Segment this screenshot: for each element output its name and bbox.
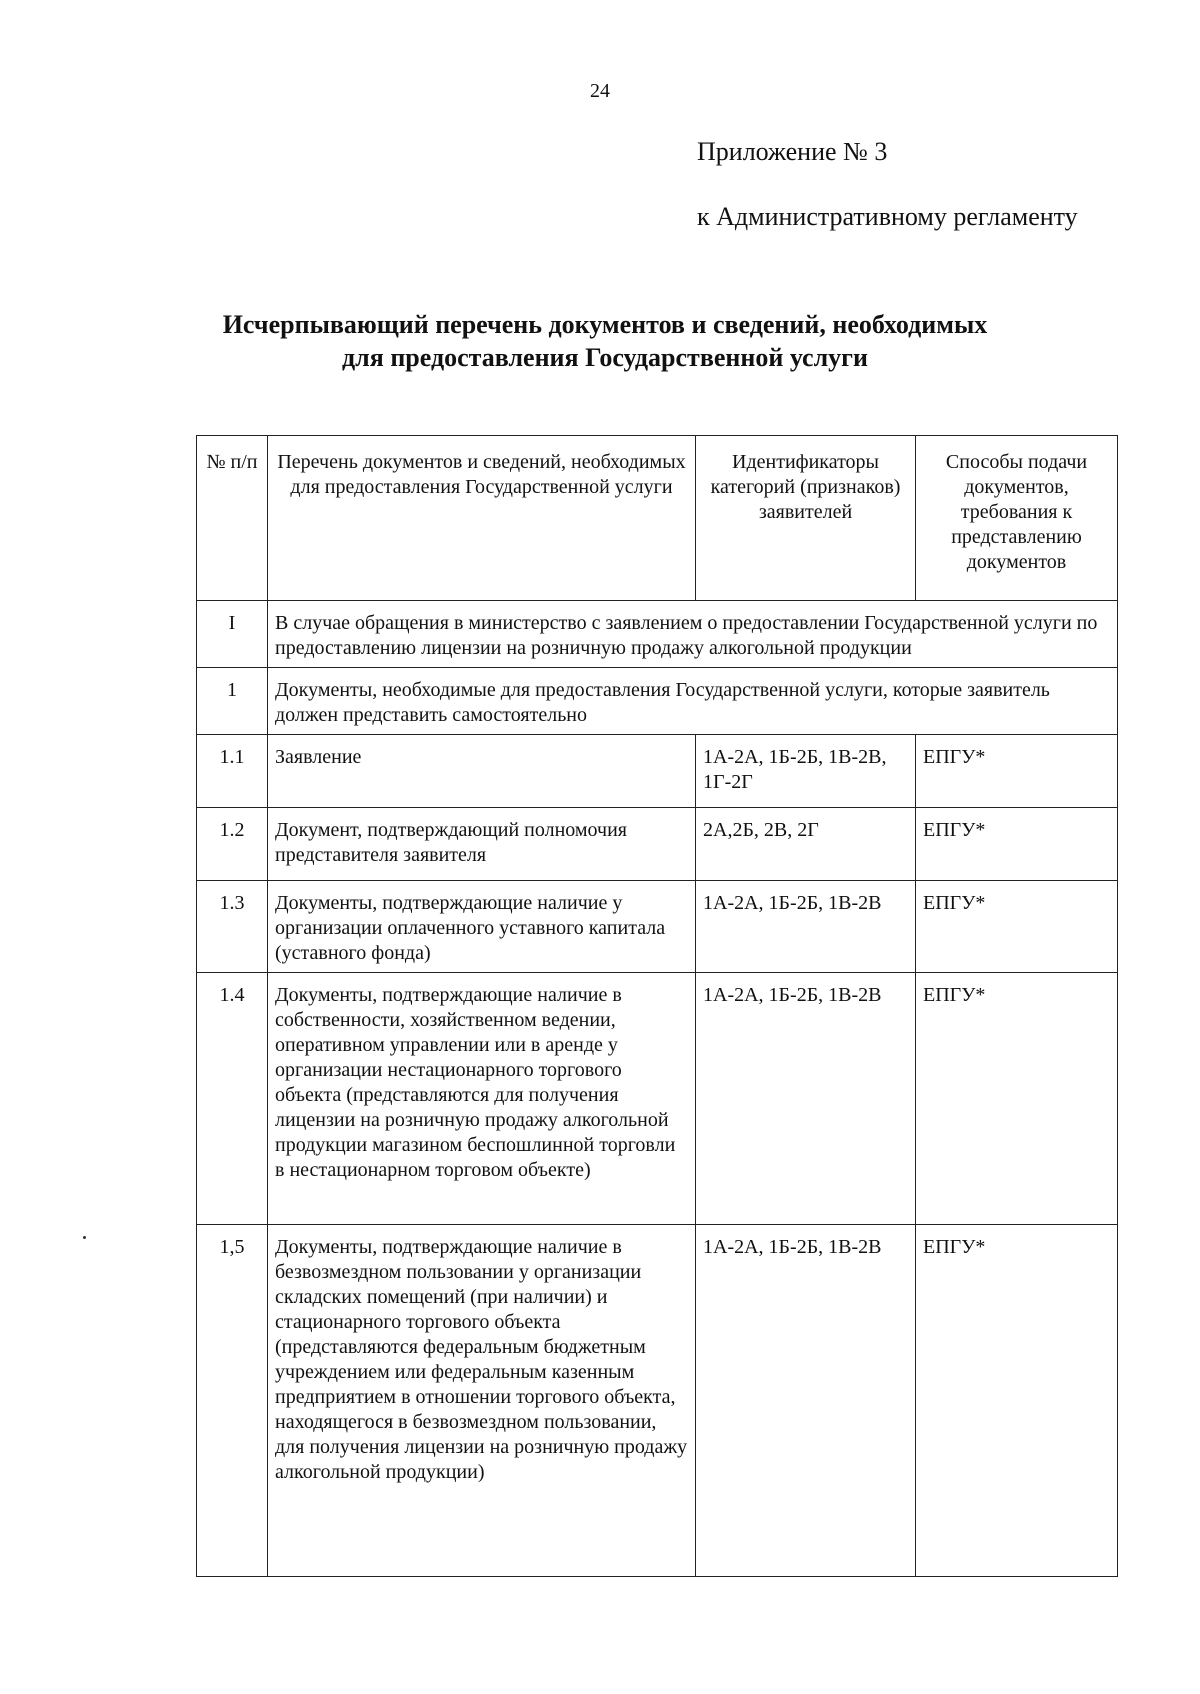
document-title <box>180 308 1030 374</box>
row-document: Документы, подтверждающие наличие в безвозмездном пользовании у организации складских помещений (при наличии) и стационарного торгового объекта (представляются федеральным бюджетным учреждением или федеральным казенным предприятием в отношении торгового объекта, находящегося в безвозмездном пользовании, для получения лицензии на розничную продажу алкогольной продукции) <box>268 1225 696 1577</box>
row-number: 1.1 <box>197 735 268 808</box>
documents-table <box>196 435 1118 1577</box>
section-number: I <box>197 601 268 668</box>
header-identifiers: Идентификаторы категорий (признаков) заявителей <box>696 436 916 601</box>
header-documents: Перечень документов и сведений, необходимых для предоставления Государственной услуги <box>268 436 696 601</box>
subsection-text: Документы, необходимые для предоставления Государственной услуги, которые заявитель должен представить самостоятельно <box>268 668 1118 735</box>
row-number: 1,5 <box>197 1225 268 1577</box>
row-method: ЕПГУ* <box>916 881 1118 973</box>
table-row <box>197 1225 1118 1577</box>
table-row <box>197 881 1118 973</box>
subsection-row <box>197 668 1118 735</box>
row-document: Документы, подтверждающие наличие в собственности, хозяйственном ведении, оперативном управлении или в аренде у организации нестационарного торгового объекта (представляются для получения лицензии на розничную продажу алкогольной продукции магазином беспошлинной торговли в нестационарном торговом объекте) <box>268 973 696 1225</box>
scan-artifact-dot <box>83 1236 86 1239</box>
section-text: В случае обращения в министерство с заявлением о предоставлении Государственной услуги по предоставлению лицензии на розничную продажу алкогольной продукции <box>268 601 1118 668</box>
title-line-2: для предоставления Государственной услуги <box>342 343 868 372</box>
row-document: Заявление <box>268 735 696 808</box>
row-identifiers: 2А,2Б, 2В, 2Г <box>696 808 916 881</box>
table-row <box>197 973 1118 1225</box>
row-identifiers: 1А-2А, 1Б-2Б, 1В-2В <box>696 973 916 1225</box>
appendix-reference: к Административному регламенту <box>697 202 1078 231</box>
row-identifiers: 1А-2А, 1Б-2Б, 1В-2В <box>696 881 916 973</box>
title-line-1: Исчерпывающий перечень документов и сведений, необходимых <box>222 310 988 339</box>
row-document: Документ, подтверждающий полномочия представителя заявителя <box>268 808 696 881</box>
row-identifiers: 1А-2А, 1Б-2Б, 1В-2В, 1Г-2Г <box>696 735 916 808</box>
row-method: ЕПГУ* <box>916 808 1118 881</box>
row-identifiers: 1А-2А, 1Б-2Б, 1В-2В <box>696 1225 916 1577</box>
page-number: 24 <box>590 80 610 102</box>
subsection-number: 1 <box>197 668 268 735</box>
header-methods: Способы подачи документов, требования к представлению документов <box>916 436 1118 601</box>
row-number: 1.3 <box>197 881 268 973</box>
row-number: 1.4 <box>197 973 268 1225</box>
appendix-number: Приложение № 3 <box>697 137 888 166</box>
table-header-row <box>197 436 1118 601</box>
row-method: ЕПГУ* <box>916 735 1118 808</box>
row-document: Документы, подтверждающие наличие у организации оплаченного уставного капитала (уставного фонда) <box>268 881 696 973</box>
table-row <box>197 735 1118 808</box>
row-method: ЕПГУ* <box>916 1225 1118 1577</box>
section-row <box>197 601 1118 668</box>
header-number: № п/п <box>197 436 268 601</box>
row-method: ЕПГУ* <box>916 973 1118 1225</box>
table-row <box>197 808 1118 881</box>
row-number: 1.2 <box>197 808 268 881</box>
